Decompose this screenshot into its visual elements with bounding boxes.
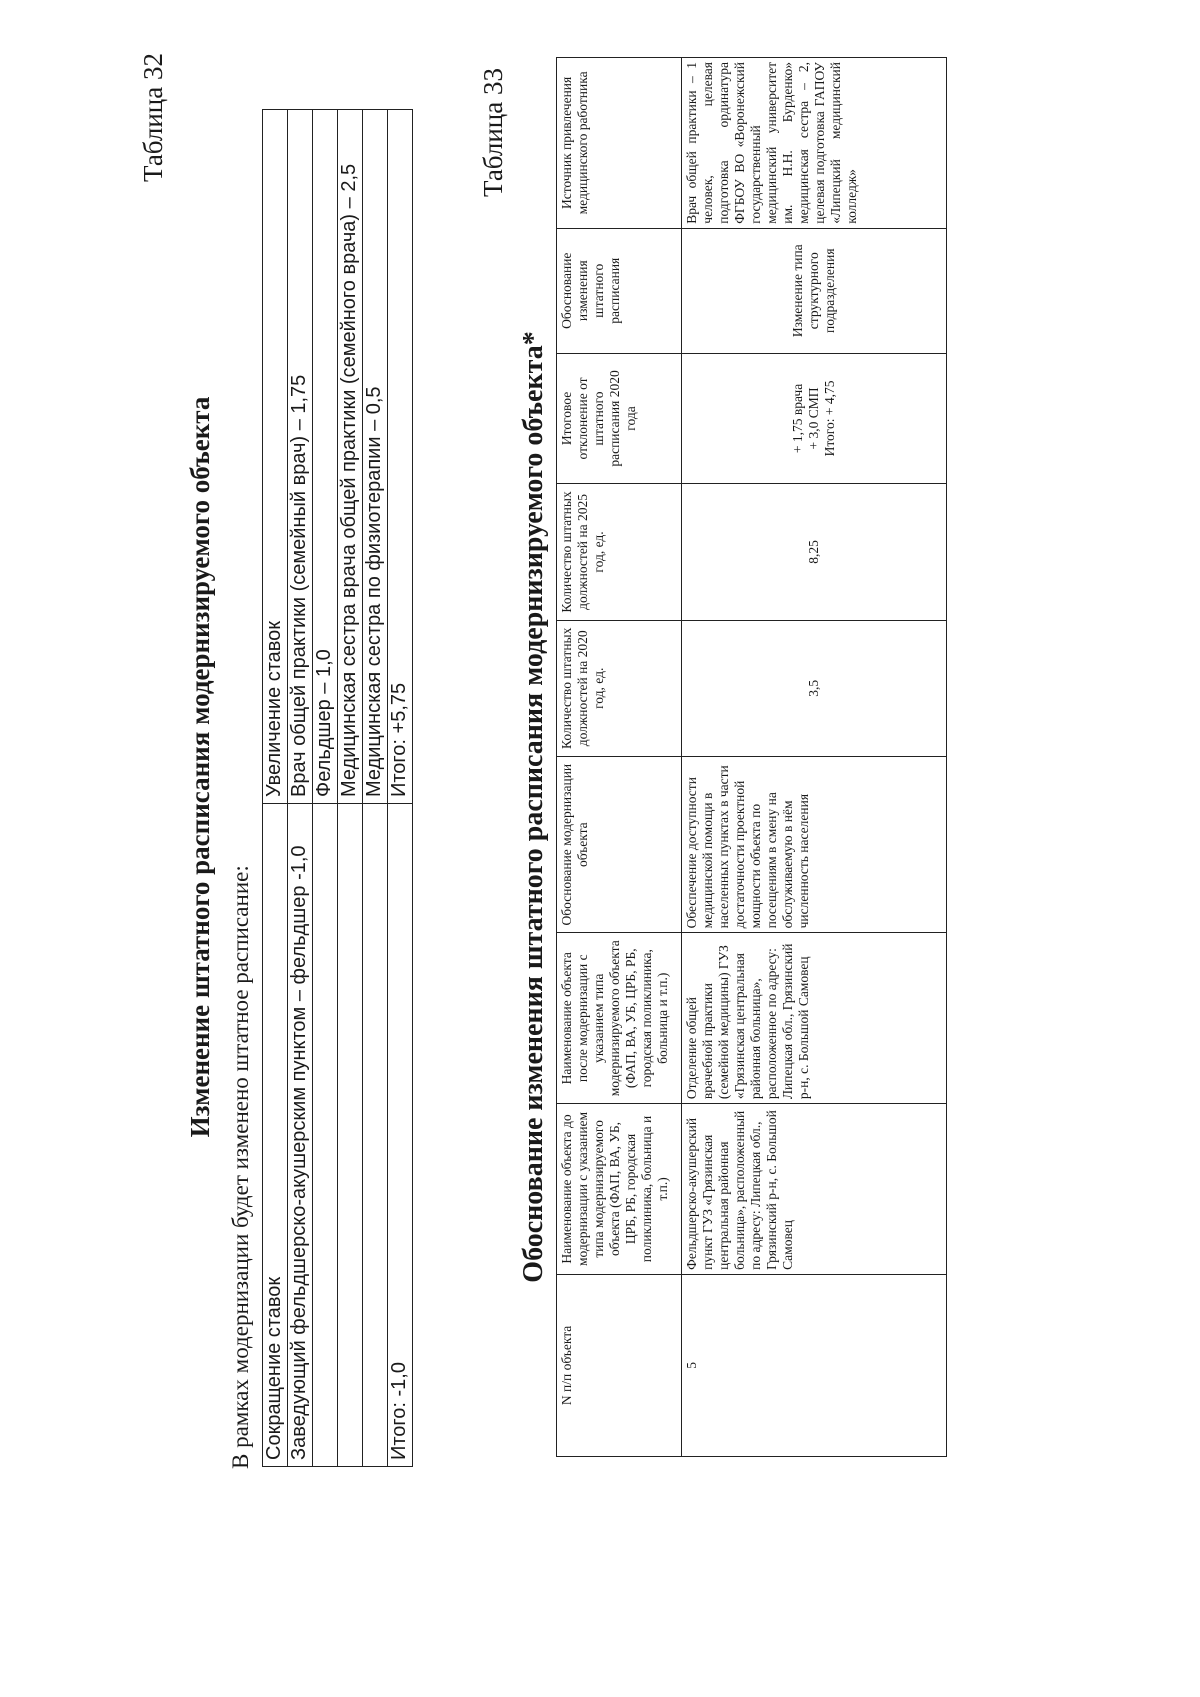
table-cell: Врач общей практики (семейный врач) – 1,75 bbox=[288, 110, 313, 804]
table-row bbox=[338, 110, 363, 1467]
table32 bbox=[262, 109, 413, 1467]
table32-title: Изменение штатного расписания модернизируемого объекта bbox=[185, 396, 215, 1138]
table-total-cell: Итого: -1,0 bbox=[388, 804, 413, 1467]
table-cell bbox=[363, 804, 388, 1467]
table33-label: Таблица 33 bbox=[478, 68, 508, 197]
table-row bbox=[363, 110, 388, 1467]
table-cell: 5 bbox=[682, 1274, 947, 1456]
table-cell: 8,25 bbox=[682, 484, 947, 620]
table-header-cell: Наименование объекта после модернизации с указанием типа модернизируемого объекта (ФАП, ВА, УБ, ЦРБ, РБ, городская поликлиника, больница и т.п.) bbox=[557, 933, 682, 1104]
table-header-cell: Количество штатных должностей на 2020 год, ед. bbox=[557, 620, 682, 756]
table-header-cell: Обоснование модернизации объекта bbox=[557, 756, 682, 932]
table-header-row bbox=[557, 58, 682, 1457]
table-cell: Фельдшер – 1,0 bbox=[313, 110, 338, 804]
table33 bbox=[556, 57, 947, 1457]
table-row bbox=[682, 58, 947, 1457]
table-cell bbox=[338, 804, 363, 1467]
table-header-cell: Увеличение ставок bbox=[263, 110, 288, 804]
table-cell: 3,5 bbox=[682, 620, 947, 756]
table-header-cell: Итоговое отклонение от штатного расписания 2020 года bbox=[557, 353, 682, 484]
table-cell bbox=[313, 804, 338, 1467]
table-cell bbox=[682, 353, 947, 484]
table-header-cell: Наименование объекта до модернизации с указанием типа модернизируемого объекта (ФАП, ВА, УБ, ЦРБ, РБ, городская поликлиника, больница и т.п.) bbox=[557, 1104, 682, 1275]
table32-intro: В рамках модернизации будет изменено штатное расписание: bbox=[228, 865, 253, 1469]
table-total-cell: Итого: +5,75 bbox=[388, 110, 413, 804]
deviation-line: Итого: + 4,75 bbox=[822, 380, 837, 457]
table-row bbox=[288, 110, 313, 1467]
deviation-line: + 1,75 врача bbox=[790, 383, 805, 454]
table33-title: Обоснование изменения штатного расписания модернизируемого объекта* bbox=[518, 331, 549, 1283]
table-row bbox=[388, 110, 413, 1467]
table-header-cell: Сокращение ставок bbox=[263, 804, 288, 1467]
table-cell: Изменение типа структурного подразделения bbox=[682, 228, 947, 353]
table-header-cell: Количество штатных должностей на 2025 год, ед. bbox=[557, 484, 682, 620]
table-cell: Врач общей практики – 1 человек, целевая подготовка ординатура ФГБОУ ВО «Воронежский государственный медицинский университет им. Н.Н. Бурденко» медицинская сестра – 2, целевая подготовка ГАПОУ «Липецкий медицинский колледж» bbox=[682, 58, 947, 229]
table-header-cell: Источник привлечения медицинского работника bbox=[557, 58, 682, 229]
table32-label: Таблица 32 bbox=[138, 53, 168, 182]
table-cell: Медицинская сестра врача общей практики (семейного врача) – 2,5 bbox=[338, 110, 363, 804]
table-cell: Отделение общей врачебной практики (семейной медицины) ГУЗ «Грязинская центральная районная больница», расположенное по адресу: Липецкая обл., Грязинский р-н, с. Большой Самовец bbox=[682, 933, 947, 1104]
deviation-line: + 3,0 СМП bbox=[806, 387, 821, 450]
table-row bbox=[263, 110, 288, 1467]
table-header-cell: Обоснование изменения штатного расписания bbox=[557, 228, 682, 353]
table-header-cell: N п/п объекта bbox=[557, 1274, 682, 1456]
table-cell: Медицинская сестра по физиотерапии – 0,5 bbox=[363, 110, 388, 804]
table-cell: Обеспечение доступности медицинской помощи в населенных пунктах в части достаточности проектной мощности объекта по посещениям в смену на обслуживаемую в нём численность населения bbox=[682, 756, 947, 932]
table-cell: Заведующий фельдшерско-акушерским пунктом – фельдшер -1,0 bbox=[288, 804, 313, 1467]
table-row bbox=[313, 110, 338, 1467]
table-cell: Фельдшерско-акушерский пункт ГУЗ «Грязинская центральная районная больница», расположенный по адресу: Липецкая обл., Грязинский р-н, с. Большой Самовец bbox=[682, 1104, 947, 1275]
